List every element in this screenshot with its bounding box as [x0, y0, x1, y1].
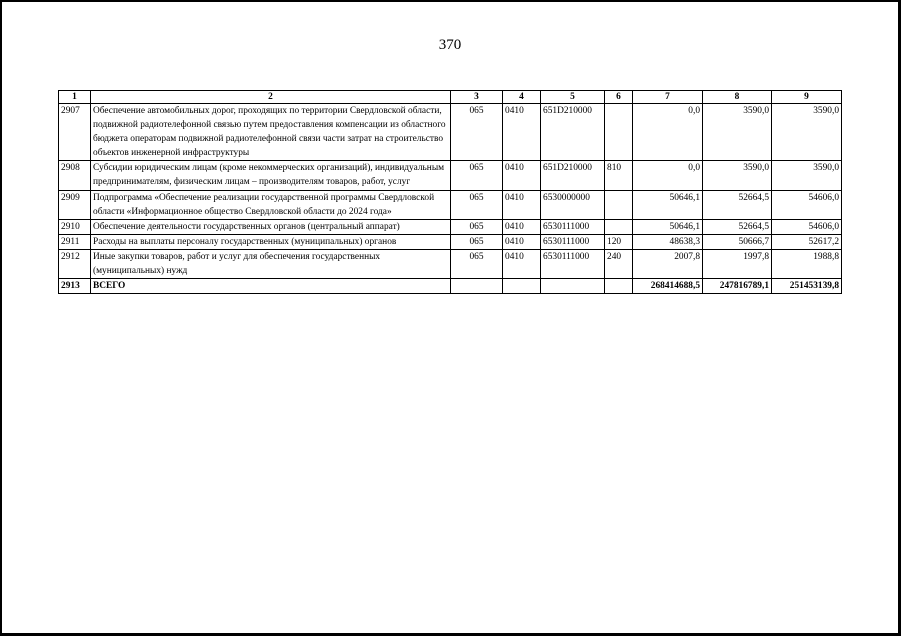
- row-expense-type: 120: [605, 234, 633, 249]
- row-value-9: 1988,8: [772, 249, 842, 278]
- empty-cell: [503, 279, 541, 294]
- header-cell: 9: [772, 91, 842, 104]
- header-cell: 3: [451, 91, 503, 104]
- total-row: [59, 279, 842, 294]
- total-value-8: 247816789,1: [703, 279, 772, 294]
- row-number: 2908: [59, 161, 91, 190]
- row-admin-code: 065: [451, 234, 503, 249]
- row-value-7: 0,0: [633, 161, 703, 190]
- row-expense-type: 810: [605, 161, 633, 190]
- header-cell: 4: [503, 91, 541, 104]
- row-name: Подпрограмма «Обеспечение реализации государственной программы Свердловской области «Информационное общество Свердловской области до 2024 года»: [91, 190, 451, 219]
- row-number: 2907: [59, 104, 91, 161]
- page-number: 370: [438, 37, 462, 53]
- row-target-code: 6530111000: [541, 249, 605, 278]
- row-section-code: 0410: [503, 161, 541, 190]
- row-section-code: 0410: [503, 104, 541, 161]
- budget-table: [58, 90, 842, 294]
- row-expense-type: [605, 190, 633, 219]
- total-label: ВСЕГО: [91, 279, 451, 294]
- row-value-7: 0,0: [633, 104, 703, 161]
- row-expense-type: [605, 104, 633, 161]
- row-admin-code: 065: [451, 104, 503, 161]
- row-value-7: 2007,8: [633, 249, 703, 278]
- row-admin-code: 065: [451, 190, 503, 219]
- empty-cell: [605, 279, 633, 294]
- row-expense-type: [605, 219, 633, 234]
- row-value-7: 48638,3: [633, 234, 703, 249]
- empty-cell: [451, 279, 503, 294]
- row-name: Обеспечение автомобильных дорог, проходящих по территории Свердловской области, подвижной радиотелефонной связью путем предоставления компенсации из областного бюджета операторам подвижной радиотелефонной связи части затрат на строительство объектов инженерной инфраструктуры: [91, 104, 451, 161]
- table-row: [59, 104, 842, 161]
- row-section-code: 0410: [503, 249, 541, 278]
- row-name: Обеспечение деятельности государственных органов (центральный аппарат): [91, 219, 451, 234]
- row-value-8: 3590,0: [703, 161, 772, 190]
- row-name: Расходы на выплаты персоналу государственных (муниципальных) органов: [91, 234, 451, 249]
- row-section-code: 0410: [503, 219, 541, 234]
- row-admin-code: 065: [451, 161, 503, 190]
- row-value-9: 54606,0: [772, 219, 842, 234]
- row-target-code: 6530000000: [541, 190, 605, 219]
- row-name: Субсидии юридическим лицам (кроме некоммерческих организаций), индивидуальным предпринимателям, физическим лицам – производителям товаров, работ, услуг: [91, 161, 451, 190]
- header-cell: 2: [91, 91, 451, 104]
- row-number: 2912: [59, 249, 91, 278]
- table-row: [59, 234, 842, 249]
- header-cell: 5: [541, 91, 605, 104]
- row-value-9: 52617,2: [772, 234, 842, 249]
- row-target-code: 651D210000: [541, 161, 605, 190]
- row-admin-code: 065: [451, 249, 503, 278]
- row-value-8: 52664,5: [703, 219, 772, 234]
- row-value-8: 1997,8: [703, 249, 772, 278]
- row-name: Иные закупки товаров, работ и услуг для обеспечения государственных (муниципальных) нужд: [91, 249, 451, 278]
- row-value-8: 3590,0: [703, 104, 772, 161]
- row-number: 2913: [59, 279, 91, 294]
- row-section-code: 0410: [503, 234, 541, 249]
- table-row: [59, 219, 842, 234]
- row-number: 2909: [59, 190, 91, 219]
- empty-cell: [541, 279, 605, 294]
- row-target-code: 6530111000: [541, 219, 605, 234]
- table-row: [59, 190, 842, 219]
- row-target-code: 6530111000: [541, 234, 605, 249]
- row-number: 2911: [59, 234, 91, 249]
- header-cell: 6: [605, 91, 633, 104]
- row-value-8: 52664,5: [703, 190, 772, 219]
- row-value-9: 3590,0: [772, 104, 842, 161]
- row-value-8: 50666,7: [703, 234, 772, 249]
- row-number: 2910: [59, 219, 91, 234]
- row-value-9: 54606,0: [772, 190, 842, 219]
- row-target-code: 651D210000: [541, 104, 605, 161]
- row-value-9: 3590,0: [772, 161, 842, 190]
- header-cell: 8: [703, 91, 772, 104]
- header-cell: 7: [633, 91, 703, 104]
- table-row: [59, 249, 842, 278]
- table-row: [59, 161, 842, 190]
- row-admin-code: 065: [451, 219, 503, 234]
- row-section-code: 0410: [503, 190, 541, 219]
- table-header-row: [59, 91, 842, 104]
- total-value-7: 268414688,5: [633, 279, 703, 294]
- header-cell: 1: [59, 91, 91, 104]
- row-expense-type: 240: [605, 249, 633, 278]
- row-value-7: 50646,1: [633, 190, 703, 219]
- total-value-9: 251453139,8: [772, 279, 842, 294]
- row-value-7: 50646,1: [633, 219, 703, 234]
